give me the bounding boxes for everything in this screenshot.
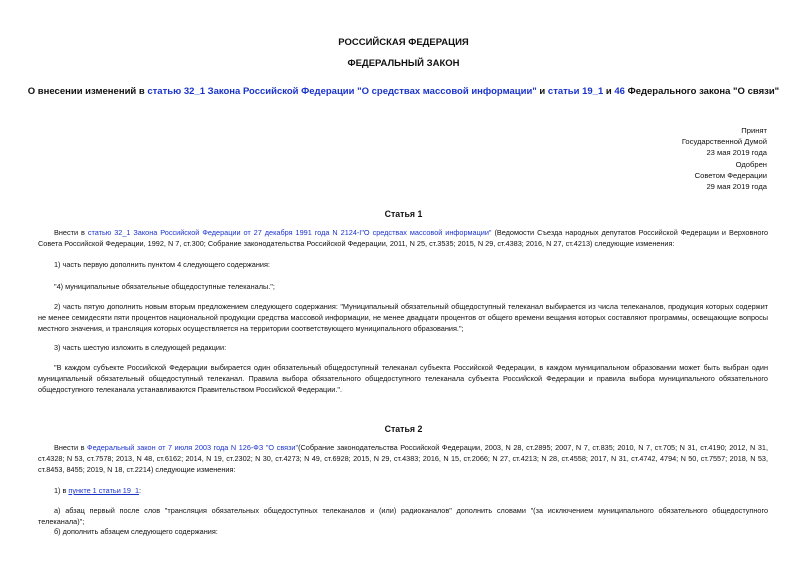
article-2-item-a: а) абзац первый после слов "трансляция обязательных общедоступных телеканалов и (или) радиоканалов" дополнить словами "(за исключением муниципального обязательного общедоступного телеканала)"; — [38, 506, 768, 527]
article-2-item-1 — [38, 485, 768, 496]
article-1-intro-link-law[interactable]: статью 32_1 Закона Российской Федерации от 27 декабря 1991 года N 2124-I — [87, 228, 362, 237]
article-1-intro-prefix: Внести в — [54, 228, 88, 237]
article-1-item-3-text: "В каждом субъекте Российской Федерации выбирается один обязательный общедоступный телеканал субъекта Российской Федерации, в каждом муниципальном образовании может быть выбран один муниципальный обязательный общедоступный телеканал. Правила выбора обязательного общедоступного телеканала субъекта Российской Федерации и правила выбора муниципального обязательного общедоступного телеканала устанавливаются Правительством Российской Федерации.". — [38, 363, 768, 395]
article-1-intro — [38, 227, 768, 249]
article-2-intro-prefix: Внести в — [54, 443, 88, 452]
article-1-intro-link-mass-media[interactable]: "О средствах массовой информации" — [361, 228, 492, 237]
title-prefix: О внесении изменений в — [27, 86, 148, 97]
title-mid2: и — [603, 86, 615, 97]
article-2-intro-link-law[interactable]: Федеральный закон от 7 июля 2003 года N 126-ФЗ — [87, 443, 264, 452]
article-2-intro-suffix: (Собрание законодательства Российской Федерации, 2003, N 28, ст.2895; 2007, N 7, ст.835; 2010, N 7, ст.705; N 31, ст.4190; 2012, N 31, ст.4328; N 53, ст.7578; 2013, N 48, ст.6162; 2014, N 19, ст.2302; N 30, ст.4273; N 49, ст.6928; 2015, N 29, ст.4383; 2016, N 15, ст.2066; N 27, ст.4213; N 28, ст.4558; 2017, N 31, ст.4742, 4794; N 50, ст.7557; 2018, N 53, ст.8453, 8455; 2019, N 18, ст.2214) следующие изменения: — [38, 443, 769, 475]
article-1-item-2: 2) часть пятую дополнить новым вторым предложением следующего содержания: "Муниципальный обязательный общедоступный телеканал выбирается из числа телеканалов, продукция которых содержит не менее семидесяти пяти процентов национальной продукции средства массовой информации, не менее двадцати процентов от общего времени вещания которых составляют программы, освещающие вопросы местного значения, и трансляция которых осуществляется на территории соответствующего муниципального образования."; — [38, 302, 768, 334]
title-link-article-19-1[interactable]: статьи 19_1 — [547, 86, 604, 97]
adoption-by-council: Советом Федерации — [694, 170, 767, 180]
article-2-item-1-suffix: : — [139, 486, 142, 495]
title-link-article-46[interactable]: 46 — [614, 86, 625, 97]
title-mid: и — [536, 86, 548, 97]
header-country: РОССИЙСКАЯ ФЕДЕРАЦИЯ — [338, 37, 469, 48]
article-2-item-b: б) дополнить абзацем следующего содержания: — [54, 527, 218, 536]
article-1-heading: Статья 1 — [384, 209, 423, 219]
title-link-article-32-1[interactable]: статью 32_1 Закона Российской Федерации "О средствах массовой информации" — [147, 86, 537, 97]
article-1-item-1-text: "4) муниципальные обязательные общедоступные телеканалы."; — [54, 282, 275, 291]
adoption-by-duma: Государственной Думой — [681, 137, 767, 147]
title-suffix: Федерального закона "О связи" — [624, 86, 780, 97]
law-title — [20, 86, 787, 97]
adoption-accepted: Принят — [741, 126, 767, 135]
article-2-intro — [38, 442, 768, 475]
article-1-item-3: 3) часть шестую изложить в следующей редакции: — [54, 343, 227, 352]
article-2-intro-link-communications[interactable]: "О связи" — [265, 443, 299, 452]
article-2-heading: Статья 2 — [384, 424, 423, 434]
adoption-council-date: 29 мая 2019 года — [706, 182, 767, 192]
adoption-duma-date: 23 мая 2019 года — [706, 148, 767, 158]
header-law-type: ФЕДЕРАЛЬНЫЙ ЗАКОН — [347, 58, 460, 69]
article-1-item-1: 1) часть первую дополнить пунктом 4 следующего содержания: — [54, 260, 270, 269]
article-2-item-1-link[interactable]: пункте 1 статьи 19_1 — [68, 486, 140, 495]
adoption-block — [682, 125, 767, 192]
article-2-item-1-prefix: 1) в — [54, 486, 69, 495]
article-1-intro-suffix: (Ведомости Съезда народных депутатов Российской Федерации и Верховного Совета Российской Федерации, 1992, N 7, ст.300; Собрание законодательства Российской Федерации, 2011, N 25, ст.3535; 2015, N 29, ст.4383; 2016, N 27, ст.4213) следующие изменения: — [38, 228, 769, 249]
adoption-approved: Одобрен — [735, 159, 767, 169]
